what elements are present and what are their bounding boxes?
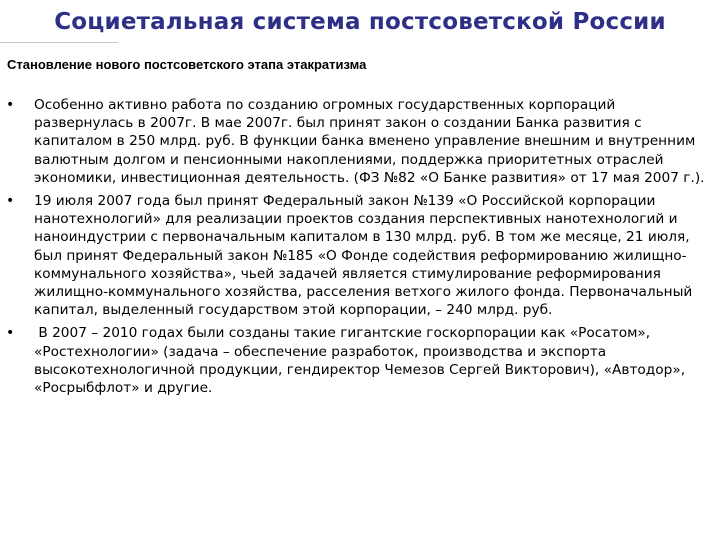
bullet-item (0, 324, 720, 397)
bullet-list (0, 96, 720, 397)
bullet-item (0, 96, 720, 187)
title-divider (0, 42, 118, 43)
bullet-marker: • (6, 97, 15, 113)
bullet-text: 19 июля 2007 года был принят Федеральный закон №139 «О Российской корпорации нанотехнологий» для реализации проектов создания перспективных нанотехнологий и наноиндустрии с первоначальным капиталом в 130 млрд. руб. В том же месяце, 21 июля, был принят Федеральный закон №185 «О Фонде содействия реформированию жилищно-коммунального хозяйства», чьей задачей является стимулирование реформирования жилищно-коммунального хозяйства, расселения ветхого жилого фонда. Первоначальный капитал, выделенный государством этой корпорации, – 240 млрд. руб. (34, 193, 693, 319)
bullet-text: В 2007 – 2010 годах были созданы такие гигантские госкорпорации как «Росатом», «Ростехнологии» (задача – обеспечение разработок, производства и экспорта высокотехнологичной продукции, гендиректор Чемезов Сергей Викторович), «Автодор», «Росрыбфлот» и другие. (34, 325, 690, 397)
bullet-marker: • (6, 193, 15, 210)
bullet-text: Особенно активно работа по созданию огромных государственных корпораций развернулась в 2007г. В мае 2007г. был принят закон о создании Банка развития с капиталом в 250 млрд. руб. В функции банка вменено управление внешним и внутренним валютным долгом и пенсионными накоплениями, поддержка приоритетных отраслей экономики, инвестиционная деятельность. (ФЗ №82 «О Банке развития» от 17 мая 2007 г.). (34, 97, 705, 186)
bullet-item (0, 192, 720, 319)
slide-subtitle: Становление нового постсоветского этапа этакратизма (7, 57, 367, 72)
slide-title: Социетальная система постсоветской России (54, 9, 666, 35)
bullet-marker: • (6, 325, 15, 342)
